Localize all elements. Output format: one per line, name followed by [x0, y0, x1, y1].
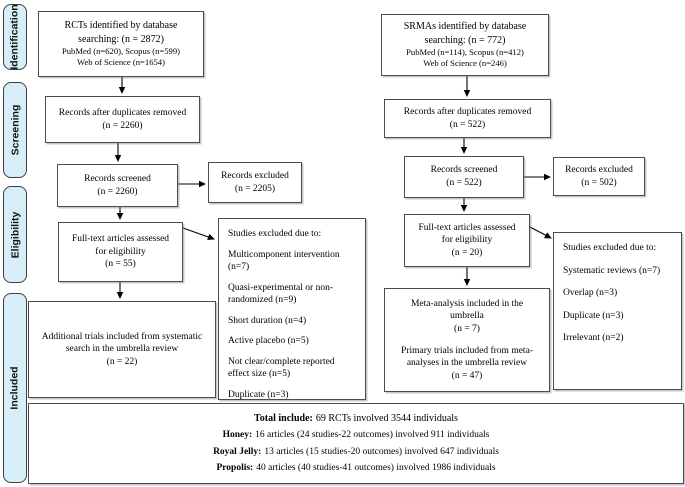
srma-records-screened-box: [404, 156, 524, 198]
box-line: (n = 22): [106, 356, 138, 367]
summary-text: 69 RCTs involved 3544 individuals: [315, 413, 458, 425]
exclusion-item: Duplicate (n=3): [563, 310, 624, 321]
box-line: SRMAs identified by database: [403, 21, 527, 33]
exclusion-item: Not clear/complete reported effect size (n=5): [228, 356, 335, 380]
box-line: PubMed (n=114), Scopus (n=412): [406, 46, 524, 57]
box-line: for eligibility: [441, 235, 493, 246]
stage-label: Eligibility: [9, 211, 22, 258]
box-line: (n = 2205): [234, 183, 276, 194]
exclusion-item: Irrelevant (n=2): [563, 333, 624, 344]
rct-studies-excluded-box: [218, 218, 366, 400]
box-line: Records screened: [430, 165, 498, 176]
summary-text: 16 articles (24 studies-22 outcomes) involved 911 individuals: [255, 430, 490, 441]
srma-records-excluded-box: [553, 157, 645, 196]
arrow-srma-fulltext-to-studies-excluded: [530, 227, 551, 238]
box-line: Records excluded: [221, 170, 289, 181]
box-line: Records excluded: [565, 164, 633, 175]
box-line: Primary trials included from meta-: [401, 345, 533, 356]
box-line: (n = 502): [581, 177, 617, 188]
rct-additional-included-box: [28, 301, 216, 398]
exclusion-item: Systematic reviews (n=7): [563, 265, 661, 276]
box-line: (n = 522): [449, 119, 486, 130]
summary-row-royal-jelly: [213, 446, 499, 459]
box-line: (n = 2260): [102, 120, 143, 131]
box-line: Meta-analysis included in the: [410, 298, 524, 309]
box-line: PubMed (n=620), Scopus (n=599): [61, 45, 181, 56]
summary-row-propolis: [216, 462, 495, 475]
box-line: search in the umbrella review: [65, 344, 179, 355]
exclusion-title: Studies excluded due to:: [228, 229, 322, 239]
box-line: analyses in the umbrella review: [406, 358, 528, 369]
box-line: (n = 47): [451, 370, 483, 381]
box-line: Full-text articles assessed: [71, 234, 170, 245]
stage-label: Screening: [9, 104, 21, 156]
stage-tab-included: [3, 293, 27, 483]
box-line: (n = 522): [446, 178, 482, 188]
stage-tab-screening: [3, 82, 27, 178]
box-line: Web of Science (n=246): [423, 58, 507, 69]
box-line: Records screened: [84, 173, 151, 184]
summary-row-honey: [223, 429, 490, 442]
exclusion-item: Duplicate (n=3): [228, 389, 289, 400]
box-line: Records after duplicates removed: [58, 107, 187, 118]
summary-label: Propolis:: [216, 463, 254, 474]
srma-meta-included-box: [384, 288, 550, 392]
summary-row-total: [254, 412, 458, 425]
srma-identified-box: [381, 14, 549, 76]
summary-label: Royal Jelly:: [213, 446, 262, 457]
box-line: searching: (n = 2872): [78, 33, 164, 45]
summary-label: Total include:: [254, 413, 313, 425]
box-line: (n = 20): [451, 247, 483, 258]
arrow-rct-fulltext-to-studies-excluded: [183, 228, 214, 239]
box-line: Records after duplicates removed: [403, 106, 532, 117]
stage-label: Included: [9, 366, 22, 410]
exclusion-title: Studies excluded due to:: [563, 243, 657, 253]
srma-duplicates-removed-box: [384, 99, 551, 138]
rct-records-screened-box: [57, 164, 178, 207]
box-line: searching: (n = 772): [424, 34, 506, 46]
box-line: for eligibility: [95, 246, 146, 257]
stage-tab-identification: [3, 4, 27, 70]
total-summary-box: [28, 403, 684, 484]
box-line: Additional trials included from systematic: [41, 331, 203, 342]
summary-label: Honey:: [222, 430, 253, 441]
box-line: Web of Science (n=1654): [77, 57, 165, 68]
summary-text: 13 articles (15 studies-20 outcomes) involved 647 individuals: [264, 446, 499, 457]
box-line: (n = 2260): [97, 186, 138, 197]
rct-duplicates-removed-box: [45, 96, 200, 143]
srma-fulltext-assessed-box: [404, 214, 530, 267]
exclusion-item: Overlap (n=3): [563, 288, 618, 299]
stage-label: Identification: [9, 4, 21, 70]
exclusion-item: Short duration (n=4): [228, 315, 307, 326]
rct-identified-box: [38, 11, 204, 77]
box-line: Full-text articles assessed: [418, 222, 516, 233]
rct-fulltext-assessed-box: [58, 222, 183, 282]
exclusion-item: Active placebo (n=5): [228, 336, 309, 347]
box-line: umbrella: [450, 311, 484, 322]
box-line: (n = 55): [105, 259, 136, 270]
exclusion-item: Multicomponent intervention (n=7): [228, 249, 340, 273]
box-line: (n = 7): [454, 323, 480, 334]
rct-records-excluded-box: [208, 162, 302, 203]
box-line: RCTs identified by database: [64, 20, 178, 32]
exclusion-item: Quasi-experimental or non-randomized (n=9): [228, 282, 333, 306]
stage-tab-eligibility: [3, 186, 27, 283]
srma-studies-excluded-box: [553, 232, 682, 390]
summary-text: 40 articles (40 studies-41 outcomes) involved 1986 individuals: [256, 463, 496, 474]
